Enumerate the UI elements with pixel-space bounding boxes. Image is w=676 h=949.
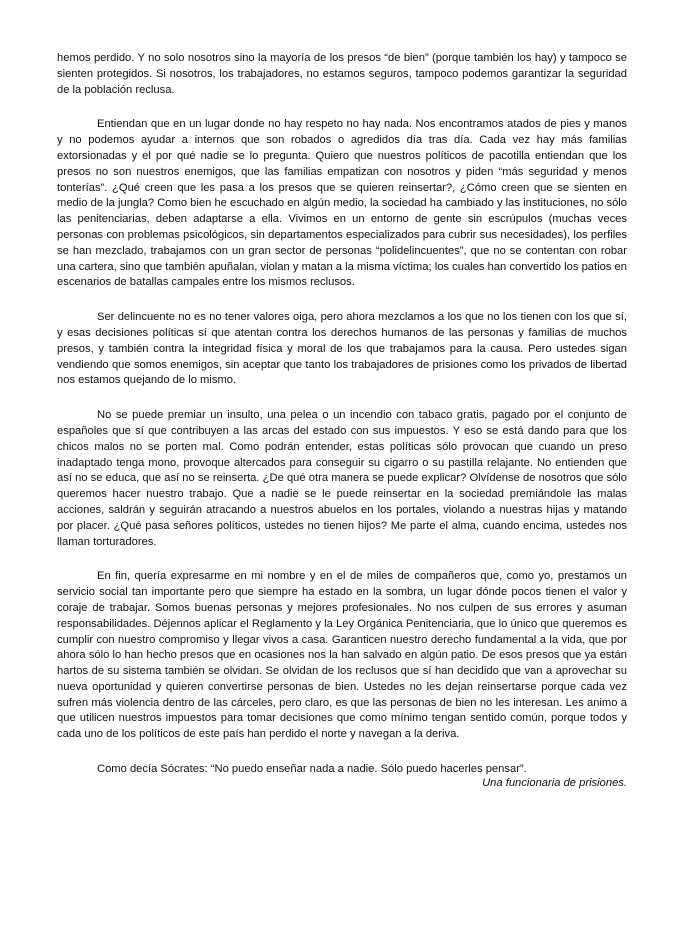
paragraph-conclusion: En fin, quería expresarme en mi nombre y en el de miles de compañeros que, como yo, prestamos un servicio social tan importante pero que siempre ha estado en la sombra, un lugar dónde pocos tienen el valor y coraje de trabajar. Somos buenas personas y mejores profesionales. No nos culpen de sus errores y asuman responsabilidades. Déjennos aplicar el Reglamento y la Ley Orgánica Penitenciaria, que lo único que queremos es cumplir con nuestro compromiso y llegar vivos a casa. Garanticen nuestro derecho fundamental a la vida, que por ahora sólo lo han hecho presos que en ocasiones nos la han salvado en algún patio. De esos presos que ya están hartos de su sistema también se olvidan. Se olvidan de los reclusos que sí han decidido que van a aprovechar su nueva oportunidad y quieren convertirse personas de bien. Ustedes no les dejan reinsertarse porque cada vez sufren más violencia dentro de las cárceles, pero claro, es que las personas de bien no les interesan. Les animo a que utilicen nuestros impuestos para tomar decisiones que como mínimo tengan sentido común, porque todos y cada uno de los políticos de este país han perdido el norte y navegan a la deriva.	[57, 570, 627, 741]
paragraph-respect: Entiendan que en un lugar donde no hay respeto no hay nada. Nos encontramos atados de pies y manos y no podemos ayudar a internos que son robados o agredidos día tras día. Cada vez hay más familias extorsionadas y el por qué nadie se lo pregunta. Quiero que nuestros políticos de pacotilla entiendan que los presos no son nuestros enemigos, que las familias empatizan con nosotros y piden “más seguridad y menos tonterías”. ¿Qué creen que les pasa a los presos que se quieren reinsertar?, ¿Cómo creen que se sienten en medio de la jungla? Como bien he escuchado en algún medio, la sociedad ha cambiado y las instituciones, no sólo las penitenciarias, deben adaptarse a ella. Vivimos en un entorno de gente sin escrúpulos (muchas veces personas con problemas psicológicos, sin departamentos especializados para cubrir sus necesidades), los perfiles se han mezclado, trabajamos con un gran sector de personas “polidelincuentes”, que no se contentan con robar una cartera, sino que también apuñalan, violan y matan a la misma víctima; los cuales han convertido los patios en escenarios de batallas campales entre los mismos reclusos.	[57, 118, 627, 289]
letter-body	[57, 51, 627, 778]
signature: Una funcionaria de prisiones.	[482, 777, 627, 789]
socrates-quote: Como decía Sócrates: “No puedo enseñar nada a nadie. Sólo puedo hacerles pensar”.	[97, 763, 527, 776]
paragraph-continuation: hemos perdido. Y no solo nosotros sino la mayoría de los presos “de bien” (porque también los hay) y tampoco se sienten protegidos. Si nosotros, los trabajadores, no estamos seguros, tampoco podemos garantizar la seguridad de la población reclusa.	[57, 52, 627, 96]
paragraph-values: Ser delincuente no es no tener valores oiga, pero ahora mezclamos a los que no los tienen con los que sí, y esas decisiones políticas sí que atentan contra los derechos humanos de las personas y familias de muchos presos, y también contra la integridad física y moral de los que trabajamos para la causa. Pero ustedes sigan vendiendo que somos enemigos, sin aceptar que tanto los trabajadores de prisiones como los privados de libertad nos estamos quejando de lo mismo.	[57, 311, 627, 387]
paragraph-reward: No se puede premiar un insulto, una pelea o un incendio con tabaco gratis, pagado por el conjunto de españoles que sí que contribuyen a las arcas del estado con sus impuestos. Y eso se está dando para que los chicos malos no se porten mal. Como podrán entender, estas políticas sólo provocan que cuando un preso inadaptado tenga mono, provoque altercados para conseguir su cigarro o su pastilla relajante. No entienden que así no se educa, que así no se reinserta. ¿De qué otra manera se puede explicar? Olvídense de nosotros que sólo queremos hacer nuestro trabajo. Que a nadie se le puede reinsertar en la sociedad premiándole las malas acciones, saldrán y seguirán atracando a nuestros abuelos en los portales, violando a nuestras hijas y matando por placer. ¿Qué pasa señores políticos, ustedes no tienen hijos? Me parte el alma, cuando encima, ustedes nos llaman torturadores.	[57, 409, 627, 548]
